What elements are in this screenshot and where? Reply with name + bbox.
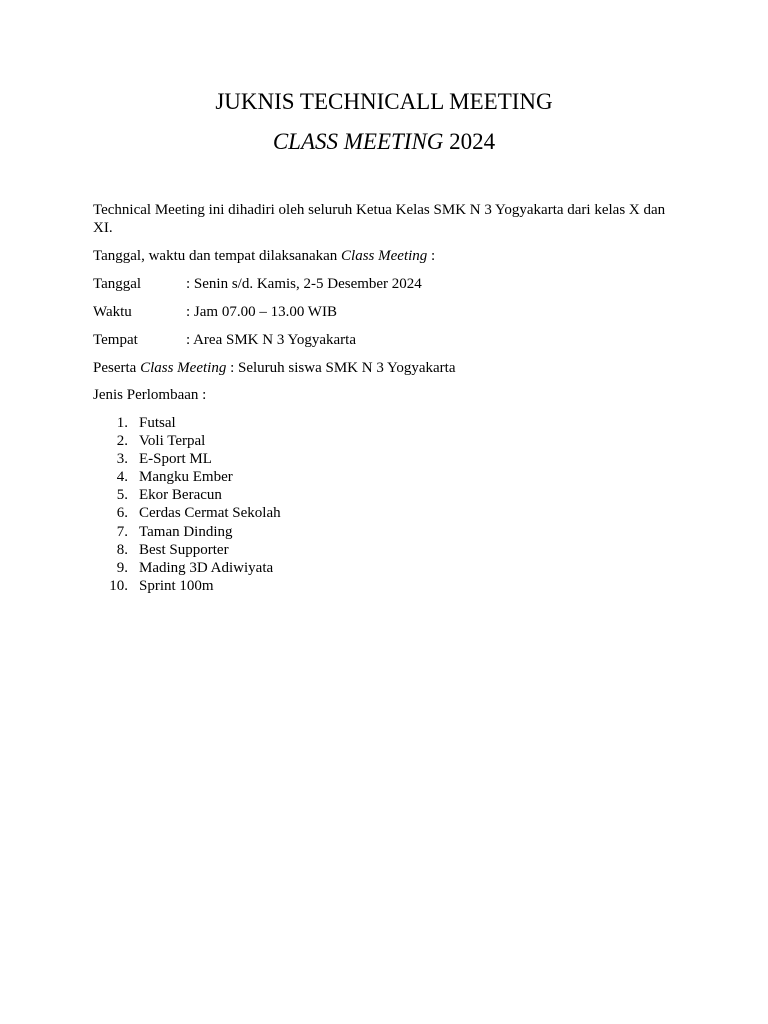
detail-label-waktu: Waktu bbox=[93, 304, 132, 320]
list-item-number: 6. bbox=[116, 505, 128, 522]
list-item-label: Mangku Ember bbox=[139, 469, 233, 486]
list-item-label: Voli Terpal bbox=[139, 433, 206, 450]
schedule-intro bbox=[93, 247, 435, 265]
detail-value-tanggal: : Senin s/d. Kamis, 2-5 Desember 2024 bbox=[186, 276, 422, 292]
list-item-number: 8. bbox=[116, 541, 128, 558]
detail-value-tempat: : Area SMK N 3 Yogyakarta bbox=[186, 332, 356, 348]
participants-italic: Class Meeting bbox=[140, 360, 227, 376]
subtitle-italic-text: CLASS MEETING bbox=[272, 129, 444, 154]
detail-value-waktu: : Jam 07.00 – 13.00 WIB bbox=[186, 304, 337, 320]
list-item-label: Futsal bbox=[139, 415, 176, 431]
list-item-number: 4. bbox=[116, 469, 128, 486]
list-item-number: 10. bbox=[109, 577, 128, 594]
list-item-number: 3. bbox=[116, 451, 128, 468]
list-item-label: Sprint 100m bbox=[139, 577, 214, 594]
list-item-number: 2. bbox=[116, 433, 128, 450]
intro-paragraph: Technical Meeting ini dihadiri oleh seluruh Ketua Kelas SMK N 3 Yogyakarta dari kelas X dan XI. bbox=[93, 202, 666, 236]
document-title: JUKNIS TECHNICALL MEETING bbox=[215, 89, 553, 114]
detail-label-tempat: Tempat bbox=[93, 332, 138, 348]
list-item-number: 5. bbox=[116, 487, 128, 504]
document-subtitle bbox=[0, 128, 768, 156]
list-item-label: Best Supporter bbox=[139, 541, 229, 558]
competitions-heading: Jenis Perlombaan : bbox=[93, 387, 207, 403]
list-item-label: Cerdas Cermat Sekolah bbox=[139, 505, 281, 522]
subtitle-year: 2024 bbox=[443, 129, 496, 154]
schedule-intro-suffix: : bbox=[427, 248, 436, 264]
list-item-label: Mading 3D Adiwiyata bbox=[139, 559, 274, 576]
participants-prefix: Peserta bbox=[93, 360, 141, 376]
schedule-intro-italic: Class Meeting bbox=[341, 248, 428, 264]
list-item-number: 7. bbox=[116, 523, 128, 540]
list-item-number: 9. bbox=[116, 559, 128, 576]
list-item-label: Taman Dinding bbox=[139, 523, 233, 540]
participants-line bbox=[93, 359, 456, 377]
detail-label-tanggal: Tanggal bbox=[93, 276, 142, 292]
schedule-intro-prefix: Tanggal, waktu dan tempat dilaksanakan bbox=[93, 248, 342, 264]
list-item-label: Ekor Beracun bbox=[139, 487, 222, 504]
participants-suffix: : Seluruh siswa SMK N 3 Yogyakarta bbox=[226, 360, 456, 376]
list-item-label: E-Sport ML bbox=[139, 451, 212, 468]
list-item-number: 1. bbox=[116, 415, 128, 431]
